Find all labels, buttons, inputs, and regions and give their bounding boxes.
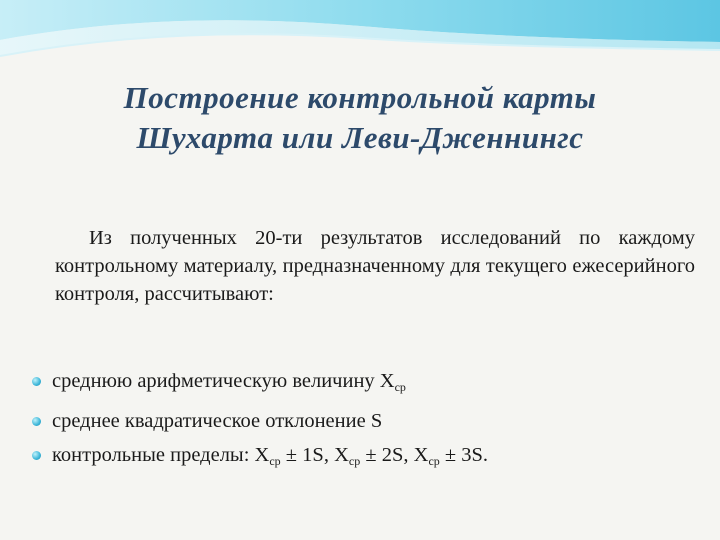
title-line-2: Шухарта или Леви-Дженнингс bbox=[136, 120, 584, 155]
bullet-item-control-limits bbox=[30, 438, 690, 478]
subscript: ср bbox=[348, 454, 361, 468]
bullet-text: ± 2S, X bbox=[360, 444, 429, 466]
slide-title bbox=[60, 78, 660, 158]
bullet-text: среднюю арифметическую величину X bbox=[52, 370, 395, 392]
bullet-text: среднее квадратическое отклонение S bbox=[52, 410, 383, 432]
bullet-text: ± 3S. bbox=[439, 444, 489, 466]
header-wave-decoration bbox=[0, 0, 720, 90]
bullet-text: ± 1S, X bbox=[280, 444, 349, 466]
title-line-1: Построение контрольной карты bbox=[123, 80, 597, 115]
bullet-list bbox=[30, 364, 690, 478]
bullet-item-mean bbox=[30, 364, 690, 404]
subscript: ср bbox=[428, 454, 440, 468]
bullet-dot-icon bbox=[32, 377, 41, 386]
bullet-dot-icon bbox=[32, 451, 41, 460]
subscript: ср bbox=[394, 380, 406, 394]
bullet-text: контрольные пределы: X bbox=[52, 444, 270, 466]
bullet-dot-icon bbox=[32, 417, 41, 426]
subscript: ср bbox=[269, 454, 281, 468]
bullet-item-std-dev bbox=[30, 404, 690, 438]
intro-paragraph: Из полученных 20-ти результатов исследований по каждому контрольному материалу, предназначенному для текущего ежесерийного контроля, рассчитывают: bbox=[55, 227, 695, 305]
